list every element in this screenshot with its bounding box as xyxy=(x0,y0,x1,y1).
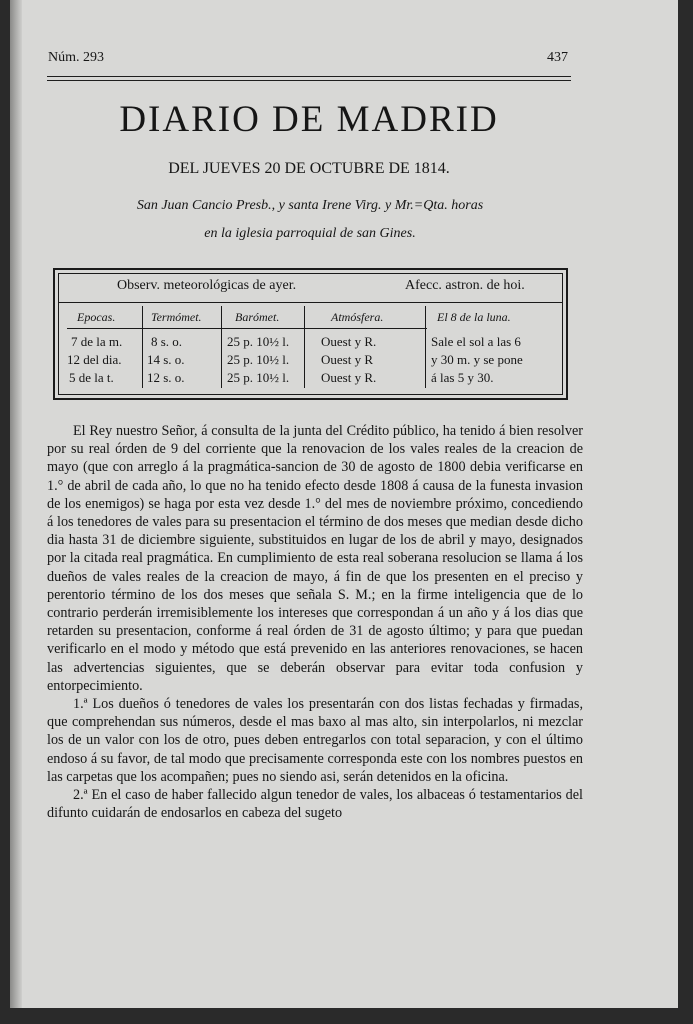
issue-number: Núm. 293 xyxy=(48,50,104,65)
row-1-termometro: 8 s. o. xyxy=(151,334,183,349)
header-rule-bottom xyxy=(47,80,571,81)
astro-heading: Afecc. astron. de hoi. xyxy=(405,278,525,293)
column-header-luna: El 8 de la luna. xyxy=(437,310,511,324)
observations-table xyxy=(53,268,568,400)
astro-line-2: y 30 m. y se pone xyxy=(431,352,523,367)
paragraph-rule-2: 2.ª En el caso de haber fallecido algun tenedor de vales, los albaceas ó testamentarios del difunto cuidarán de endosarlos en cabeza del sugeto xyxy=(47,787,583,822)
astro-line-1: Sale el sol a las 6 xyxy=(431,334,521,349)
paragraph-rule-1: 1.ª Los dueños ó tenedores de vales los presentarán con dos listas fechadas y firmadas, que comprehendan sus números, desde el mas baxo al mas alto, sin interpolarlos, ni mezclar los de un valor con los de otro, pues deben entregarlos con total separacion, y con el último endoso á su favor, de tal modo que precisamente corresponda este con los nombres puestos en las carpetas que los acompañen; pues no siendo asi, serán detenidos en la oficina. xyxy=(47,696,583,785)
issue-date: DEL JUEVES 20 DE OCTUBRE DE 1814. xyxy=(168,160,450,177)
newspaper-page xyxy=(10,0,678,1008)
astro-line-3: á las 5 y 30. xyxy=(431,370,494,385)
row-1-epoca: 7 de la m. xyxy=(71,334,123,349)
column-divider-4 xyxy=(425,306,426,388)
column-header-termometro: Termómet. xyxy=(151,310,202,324)
column-divider-2 xyxy=(221,306,222,388)
saints-line-1: San Juan Cancio Presb., y santa Irene Virg. y Mr.=Qta. horas xyxy=(136,198,484,213)
columns-header-rule xyxy=(67,328,427,329)
row-1-barometro: 25 p. 10½ l. xyxy=(227,334,290,349)
observations-header-rule xyxy=(58,302,563,303)
column-header-atmosfera: Atmósfera. xyxy=(331,310,384,324)
row-2-atmosfera: Ouest y R xyxy=(321,352,373,367)
row-2-termometro: 14 s. o. xyxy=(147,352,185,367)
column-header-epocas: Epocas. xyxy=(77,310,116,324)
row-3-atmosfera: Ouest y R. xyxy=(321,370,377,385)
row-2-epoca: 12 del dia. xyxy=(67,352,122,367)
article-body xyxy=(47,422,583,822)
column-header-barometro: Barómet. xyxy=(235,310,280,324)
meteo-heading: Observ. meteorológicas de ayer. xyxy=(117,278,297,293)
masthead-title: DIARIO DE MADRID xyxy=(119,99,499,140)
row-3-barometro: 25 p. 10½ l. xyxy=(227,370,290,385)
row-1-atmosfera: Ouest y R. xyxy=(321,334,377,349)
row-3-epoca: 5 de la t. xyxy=(69,370,114,385)
row-2-barometro: 25 p. 10½ l. xyxy=(227,352,290,367)
header-rule-top xyxy=(47,76,571,77)
page-edge-shadow xyxy=(10,0,22,1008)
page-number: 437 xyxy=(547,50,568,65)
paragraph-intro: El Rey nuestro Señor, á consulta de la junta del Crédito público, ha tenido á bien resolver por su real órden de 9 del corriente que la renovacion de los vales reales de la creacion de mayo (que con arreglo á la pragmática-sancion de 30 de agosto de 1800 debia verificarse en 1.° de abril de cada año, lo que no ha tenido efecto desde 1808 á causa de la funesta invasion de los enemigos) se haga por esta vez desde 1.° del mes de noviembre próximo, concediendo á los tenedores de vales para su presentacion el término de dos meses que median desde dicho dia hasta 31 de diciembre siguiente, substituidos en lugar de los de abril y mayo, designados por la citada real pragmática. En cumplimiento de esta real soberana resolucion se llama á los dueños de vales reales de la creacion de mayo, á fin de que los presenten en el preciso y perentorio término de los dos meses que señala S. M.; en la firme inteligencia que de lo contrario perderán irremisiblemente los intereses que correspondan á un año y á los dias que retarden su presentacion, conforme á real órden de 31 de agosto último; y para que puedan verificarlo en el modo y método que está prevenido en las anteriores renovaciones, se hacen las advertencias siguientes, que se deberán observar para evitar toda confusion y entorpecimiento. xyxy=(47,423,583,694)
column-divider-1 xyxy=(142,306,143,388)
saints-line-2: en la iglesia parroquial de san Gines. xyxy=(204,226,416,241)
row-3-termometro: 12 s. o. xyxy=(147,370,185,385)
column-divider-3 xyxy=(304,306,305,388)
